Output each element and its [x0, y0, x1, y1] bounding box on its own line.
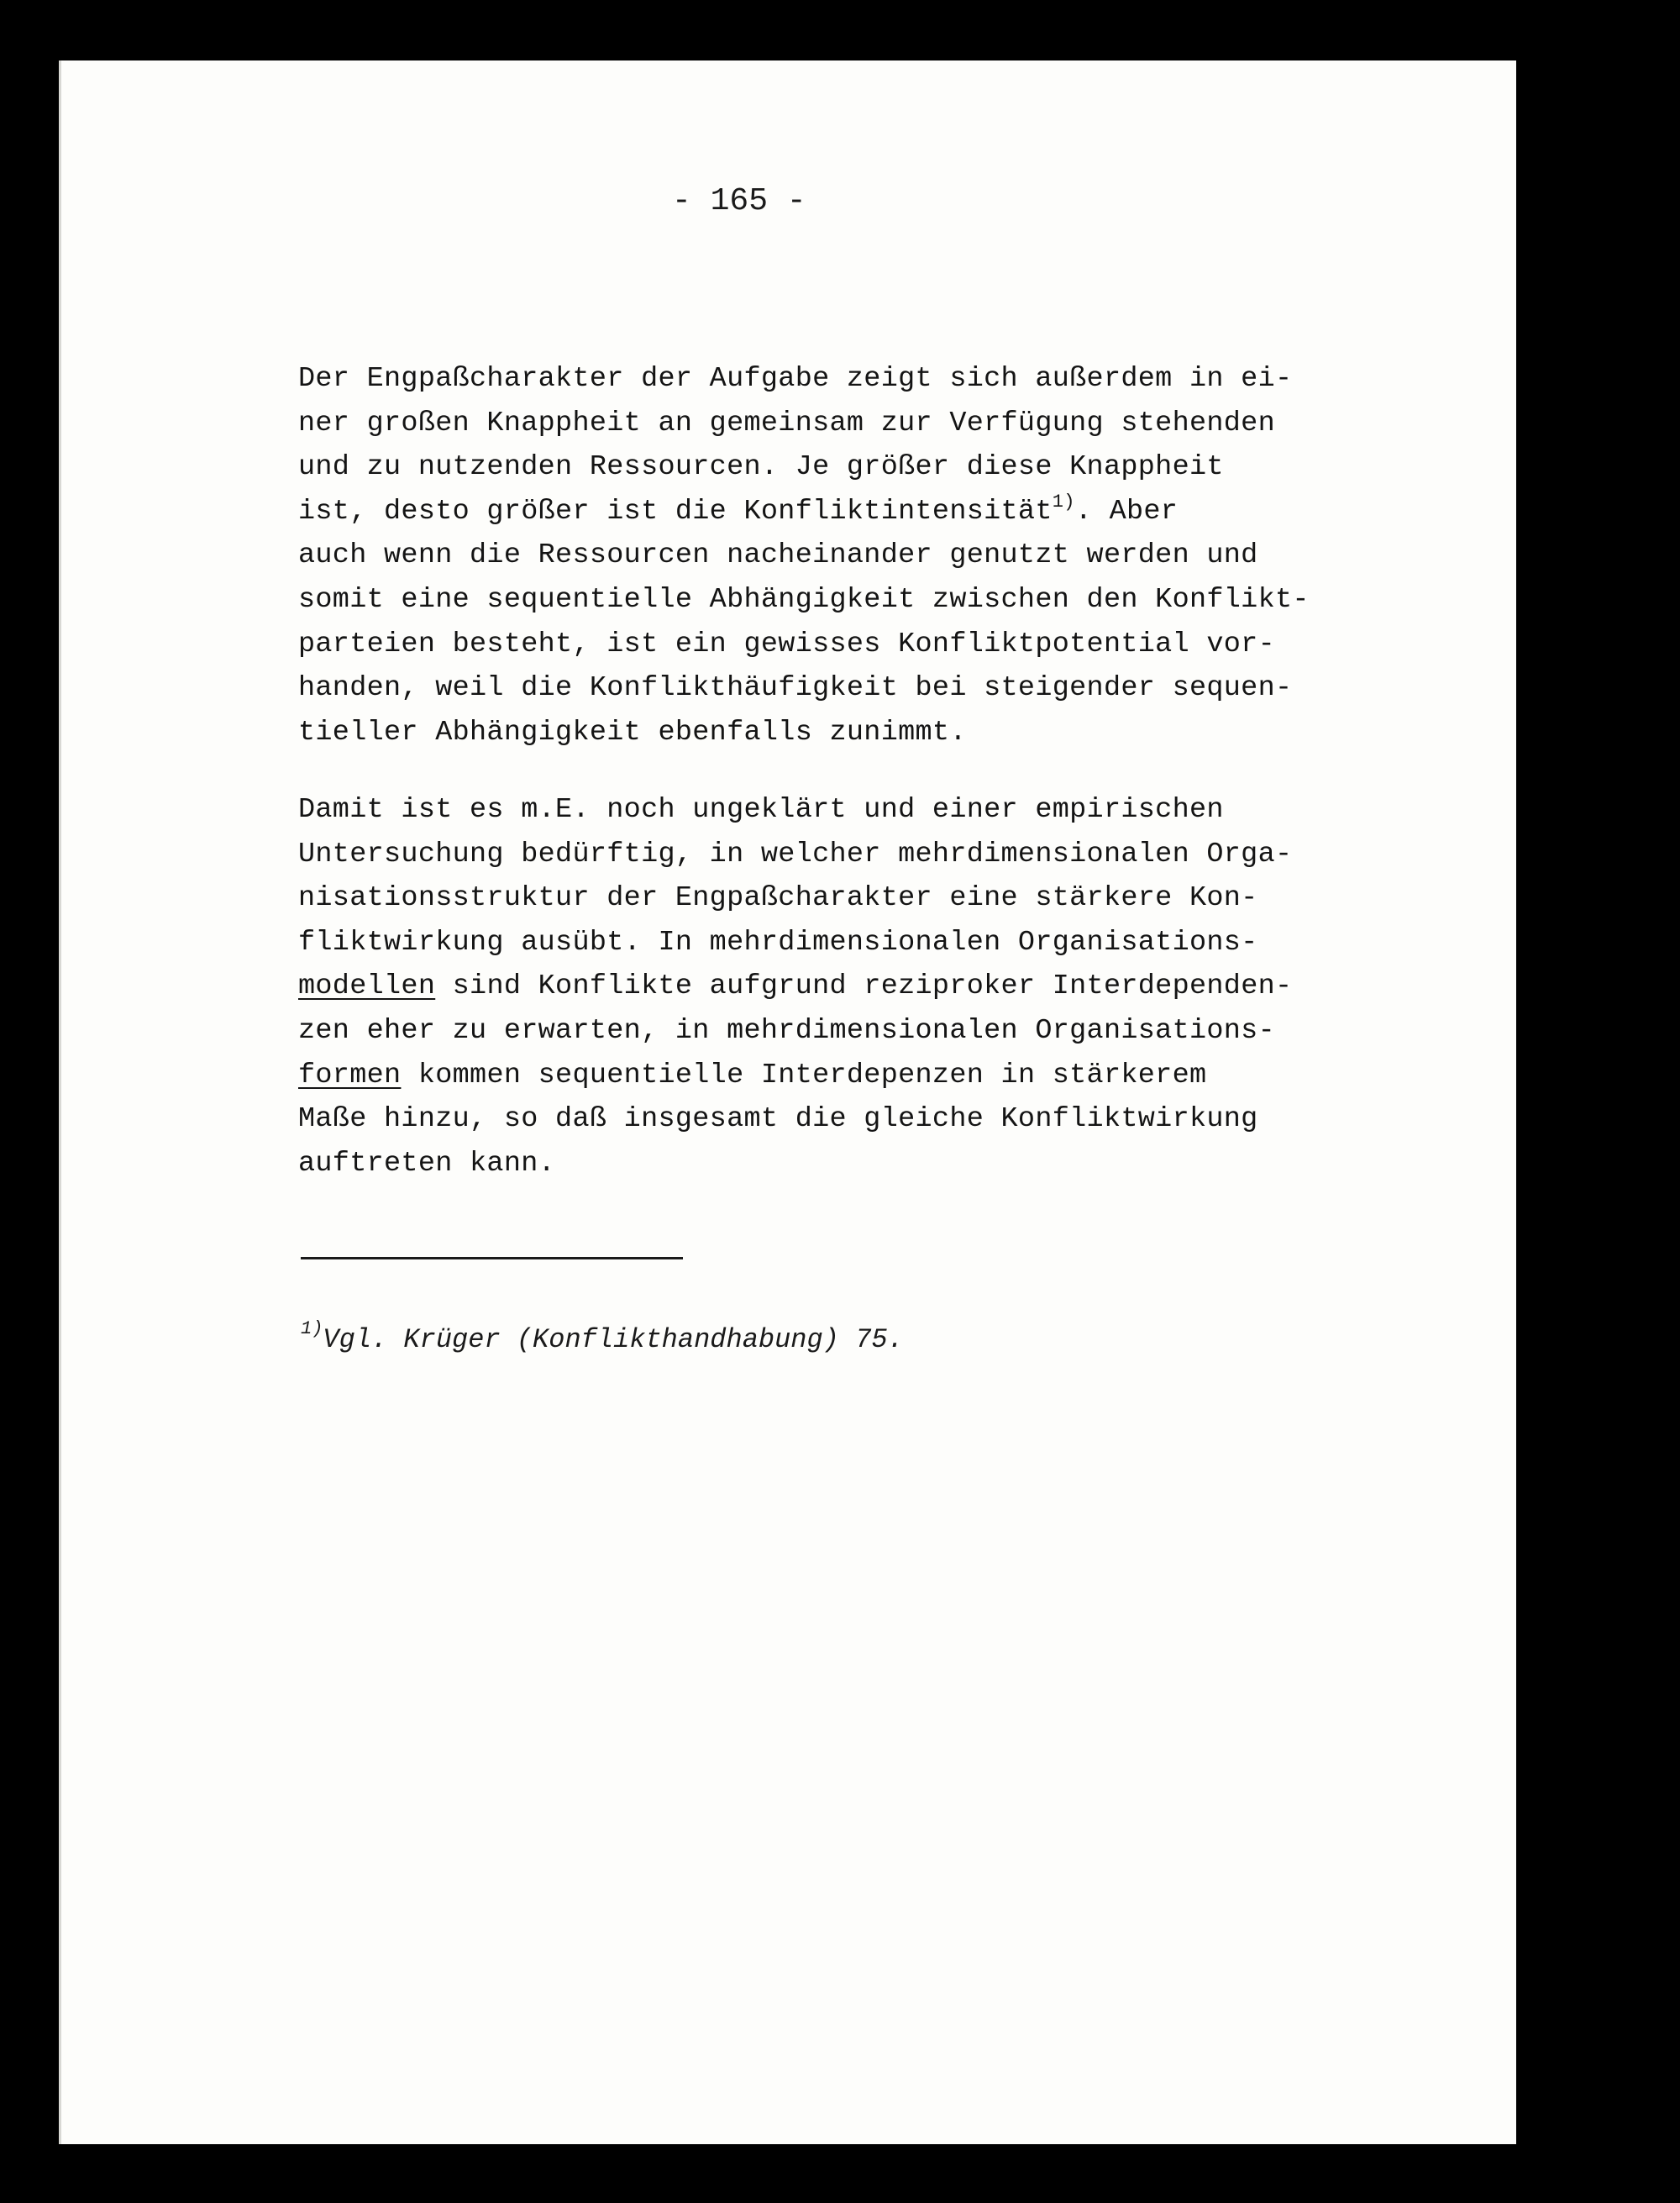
text-line: nisationsstruktur der Engpaßcharakter eine stärkere Kon-: [298, 882, 1258, 915]
paragraph-1: [298, 357, 1310, 754]
footnote-text: Vgl. Krüger (Konflikthandhabung) 75.: [323, 1324, 904, 1355]
text-line: Der Engpaßcharakter der Aufgabe zeigt sich außerdem in ei-: [298, 363, 1293, 395]
text-segment: kommen sequentielle Interdepenzen in stärkerem: [401, 1059, 1207, 1091]
text-line: parteien besteht, ist ein gewisses Konfliktpotential vor-: [298, 628, 1275, 660]
text-line: Maße hinzu, so daß insgesamt die gleiche Konfliktwirkung: [298, 1103, 1258, 1136]
footnote-divider: [301, 1257, 683, 1259]
underlined-term: formen: [298, 1059, 402, 1091]
footnote-mark: 1): [301, 1318, 323, 1339]
text-line: auch wenn die Ressourcen nacheinander genutzt werden und: [298, 539, 1258, 572]
text-line: auftreten kann.: [298, 1147, 556, 1180]
text-line: handen, weil die Konflikthäufigkeit bei steigender sequen-: [298, 672, 1293, 705]
text-segment: . Aber: [1074, 495, 1179, 528]
text-line: [298, 1054, 1292, 1098]
text-line: tieller Abhängigkeit ebenfalls zunimmt.: [298, 716, 967, 749]
footnote: [301, 1318, 904, 1355]
text-segment: sind Konflikte aufgrund reziproker Interdependen-: [435, 970, 1293, 1003]
text-line: [298, 490, 1310, 534]
text-line: ner großen Knappheit an gemeinsam zur Verfügung stehenden: [298, 407, 1275, 439]
text-line: somit eine sequentielle Abhängigkeit zwischen den Konflikt-: [298, 583, 1310, 616]
text-segment: ist, desto größer ist die Konfliktintensität: [298, 495, 1053, 528]
paper-left-edge: [59, 60, 61, 2144]
footnote-reference: 1): [1052, 491, 1075, 513]
text-line: zen eher zu erwarten, in mehrdimensionalen Organisations-: [298, 1014, 1275, 1047]
text-line: und zu nutzenden Ressourcen. Je größer diese Knappheit: [298, 451, 1224, 484]
text-line: fliktwirkung ausübt. In mehrdimensionalen Organisations-: [298, 926, 1258, 959]
paragraph-2: [298, 788, 1292, 1186]
text-line: [298, 965, 1292, 1009]
underlined-term: modellen: [298, 970, 436, 1003]
text-line: Untersuchung bedürftig, in welcher mehrdimensionalen Orga-: [298, 838, 1293, 870]
text-line: Damit ist es m.E. noch ungeklärt und einer empirischen: [298, 794, 1224, 826]
page-number: - 165 -: [672, 183, 806, 219]
